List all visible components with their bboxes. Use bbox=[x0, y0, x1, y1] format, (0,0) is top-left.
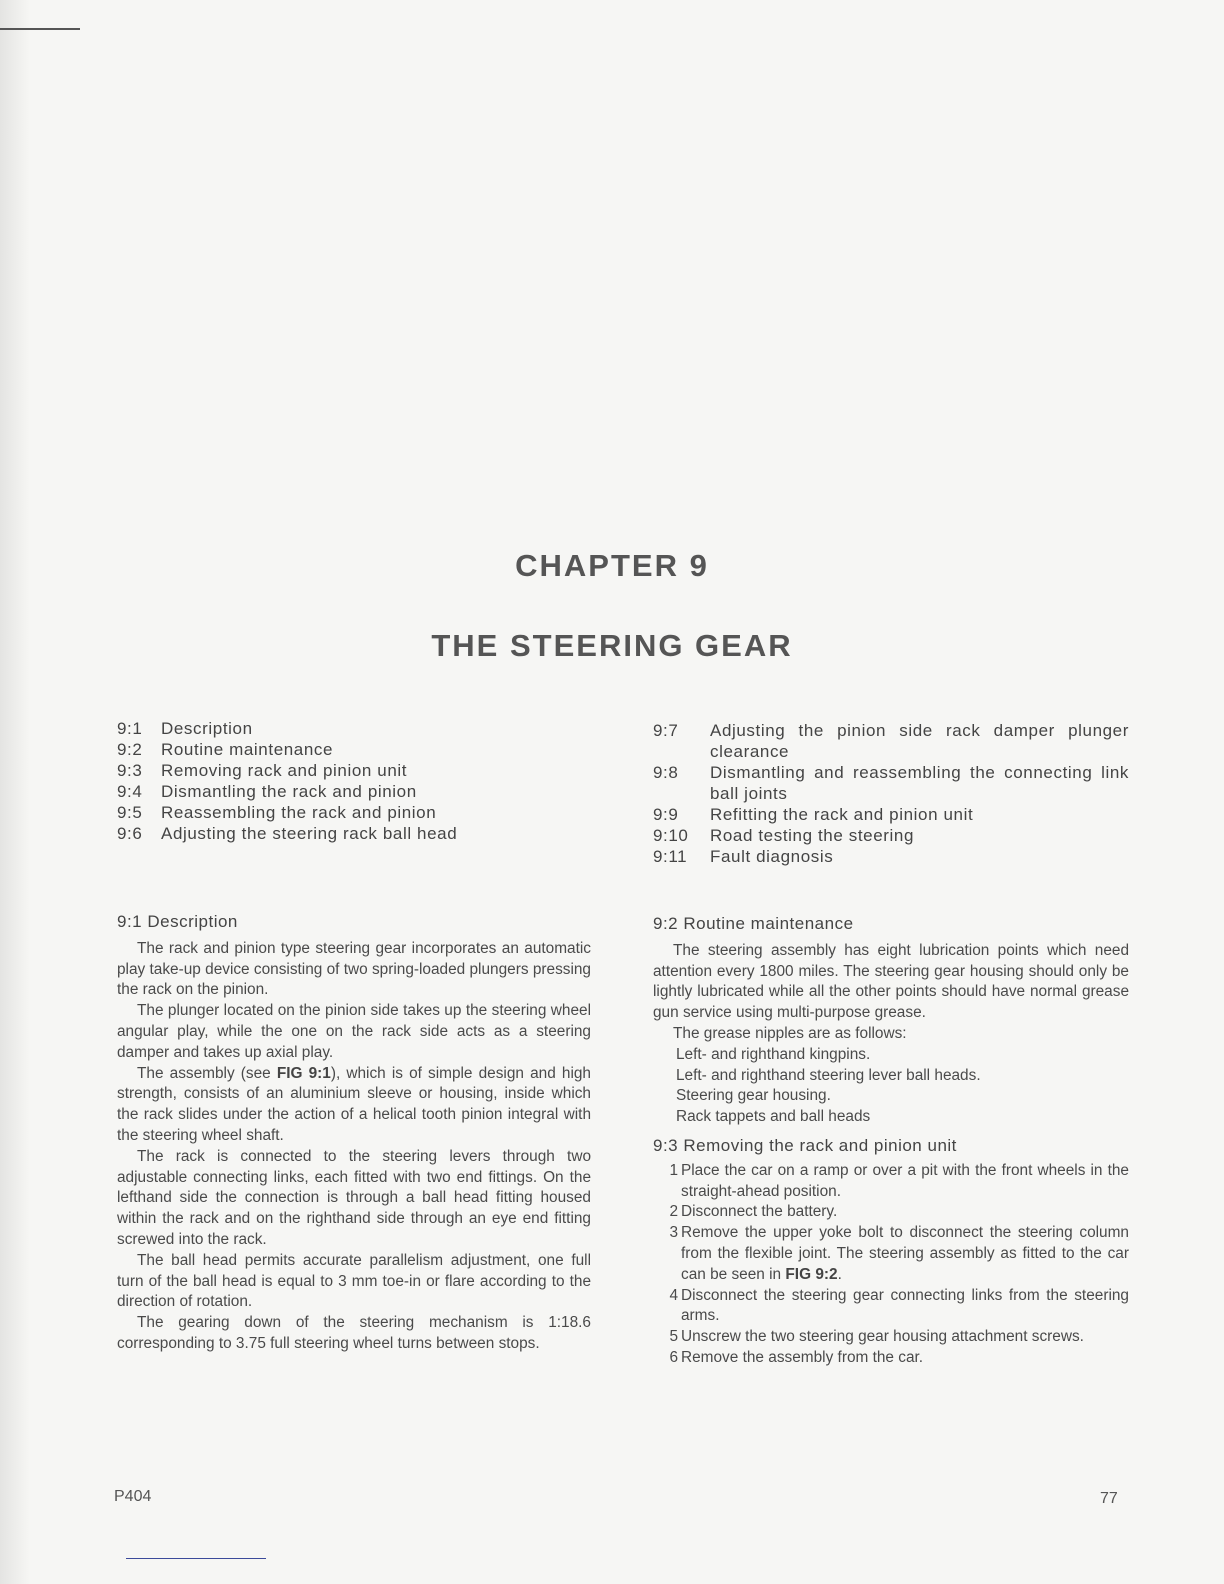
paragraph: The grease nipples are as follows: bbox=[673, 1024, 907, 1042]
toc-item: 9:3 Removing rack and pinion unit bbox=[117, 761, 408, 780]
step: 4 Disconnect the steering gear connecting links from the steering arms. bbox=[669, 1286, 1129, 1325]
page-number: 77 bbox=[1100, 1490, 1118, 1507]
step: 3 Remove the upper yoke bolt to disconnect the steering column from the flexible joint. The steering assembly as fitted to the car can be seen in FIG 9:2. bbox=[669, 1224, 1129, 1283]
paragraph: The rack is connected to the steering levers through two adjustable connecting links, each fitted with two end fittings. On the lefthand side the connection is through a ball head fitting housed within the rack and on the righthand side through an eye end fitting screwed into the rack. bbox=[117, 1147, 591, 1248]
toc-item: 9:4 Dismantling the rack and pinion bbox=[117, 782, 417, 801]
toc-item: 9:7 Adjusting the pinion side rack damper plunger clearance bbox=[653, 721, 1129, 761]
chapter-number: CHAPTER 9 bbox=[515, 548, 709, 583]
toc-item: 9:5 Reassembling the rack and pinion bbox=[117, 803, 437, 822]
toc-item: 9:11 Fault diagnosis bbox=[653, 847, 834, 866]
paragraph: The steering assembly has eight lubrication points which need attention every 1800 miles. The steering gear housing should only be lightly lubricated while all the other points should have normal grease gun service using multi-purpose grease. bbox=[653, 941, 1129, 1022]
toc-item: 9:6 Adjusting the steering rack ball head bbox=[117, 824, 458, 843]
list-item: Left- and righthand kingpins. bbox=[676, 1045, 871, 1063]
list-item: Left- and righthand steering lever ball heads. bbox=[676, 1066, 981, 1084]
page-edge-shadow bbox=[0, 0, 30, 1584]
figure-reference: FIG 9:1 bbox=[276, 1064, 331, 1082]
toc-left bbox=[117, 718, 537, 844]
toc-item: 9:10 Road testing the steering bbox=[653, 826, 915, 845]
step: 1 Place the car on a ramp or over a pit with the front wheels in the straight-ahead position. bbox=[669, 1161, 1129, 1200]
scan-mark-bottom bbox=[126, 1558, 266, 1559]
toc-item: 9:1 Description bbox=[117, 719, 253, 738]
paragraph: The assembly (see FIG 9:1), which is of simple design and high strength, consists of an aluminium sleeve or housing, inside which the rack slides under the action of a helical tooth pinion integral with the steering wheel shaft. bbox=[117, 1064, 591, 1144]
paragraph: The gearing down of the steering mechanism is 1:18.6 corresponding to 3.75 full steering wheel turns between stops. bbox=[117, 1314, 591, 1352]
step: 6 Remove the assembly from the car. bbox=[669, 1348, 924, 1366]
step: 5 Unscrew the two steering gear housing attachment screws. bbox=[669, 1328, 1084, 1346]
section-heading-removing-rack: 9:3 Removing the rack and pinion unit bbox=[653, 1135, 957, 1155]
footer-model-code: P404 bbox=[114, 1488, 152, 1505]
chapter-title: THE STEERING GEAR bbox=[431, 628, 793, 663]
list-item: Steering gear housing. bbox=[676, 1087, 831, 1105]
scan-mark-top bbox=[0, 28, 80, 30]
section-heading-description: 9:1 Description bbox=[117, 912, 238, 931]
list-item: Rack tappets and ball heads bbox=[676, 1108, 871, 1126]
toc-item: 9:9 Refitting the rack and pinion unit bbox=[653, 805, 974, 824]
right-column bbox=[653, 914, 1129, 1369]
step: 2 Disconnect the battery. bbox=[669, 1203, 838, 1221]
toc-right bbox=[653, 720, 1129, 867]
left-column bbox=[117, 912, 591, 1355]
paragraph: The ball head permits accurate parallelism adjustment, one full turn of the ball head is equal to 3 mm toe-in or flare according to the direction of rotation. bbox=[117, 1251, 591, 1311]
toc-item: 9:2 Routine maintenance bbox=[117, 740, 334, 759]
paragraph: The rack and pinion type steering gear incorporates an automatic play take-up device consisting of two spring-loaded plungers pressing the rack on the pinion. bbox=[117, 939, 591, 999]
section-heading-routine-maintenance: 9:2 Routine maintenance bbox=[653, 914, 854, 933]
toc-item: 9:8 Dismantling and reassembling the connecting link ball joints bbox=[653, 763, 1129, 803]
figure-reference: FIG 9:2 bbox=[785, 1265, 838, 1283]
paragraph: The plunger located on the pinion side takes up the steering wheel angular play, while the one on the rack side acts as a steering damper and takes up axial play. bbox=[117, 1002, 591, 1061]
